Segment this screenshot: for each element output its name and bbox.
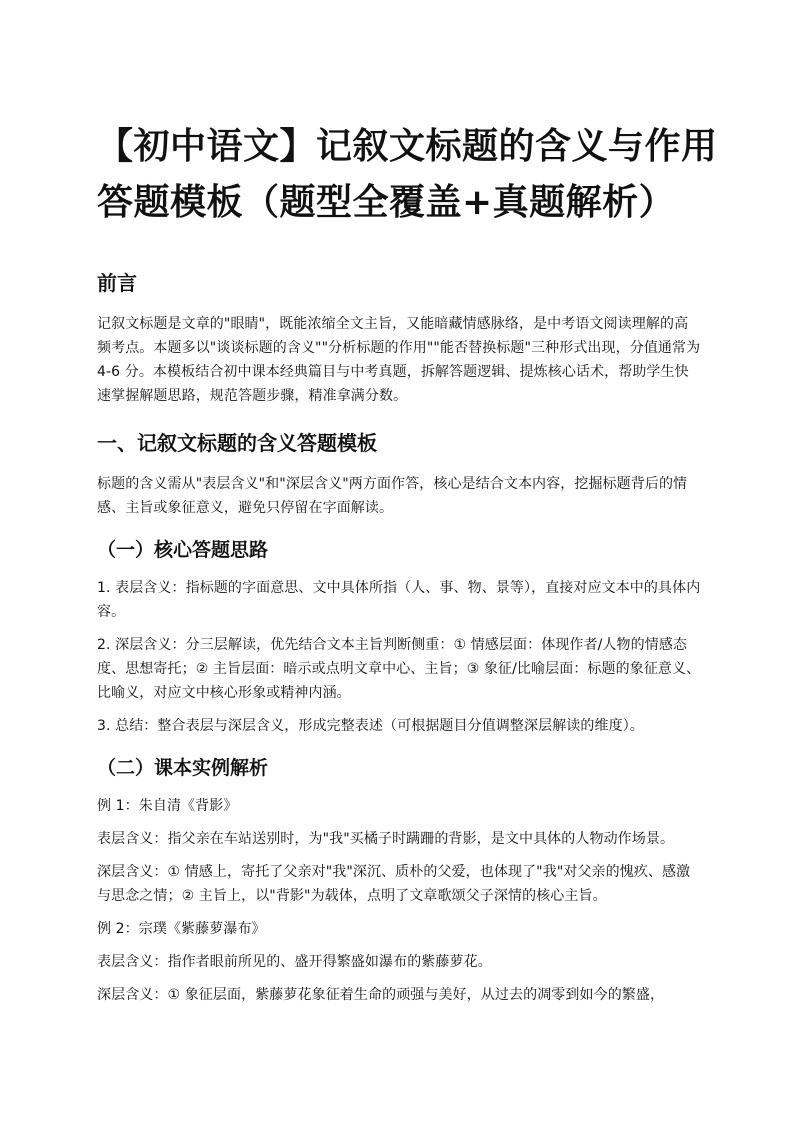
- preface-paragraph: 记叙文标题是文章的"眼睛"，既能浓缩全文主旨，又能暗藏情感脉络，是中考语文阅读理解的高频考点。本题多以"谈谈标题的含义""分析标题的作用""能否替换标题"三种形式出现，分值通常为 4-6 分。本模板结合初中课本经典篇目与中考真题，拆解答题逻辑、提炼核心话术，帮助学生快速掌握解题思路，规范答题步骤，精准拿满分数。: [97, 316, 701, 404]
- example-line: 表层含义：指父亲在车站送别时，为"我"买橘子时蹒跚的背影，是文中具体的人物动作场景。: [97, 831, 675, 847]
- example-line: 深层含义：① 情感上，寄托了父亲对"我"深沉、质朴的父爱，也体现了"我"对父亲的愧疚、感激与思念之情；② 主旨上，以"背影"为载体，点明了文章歌颂父子深情的核心主旨。: [97, 864, 691, 904]
- preface-heading: 前言: [97, 271, 137, 295]
- core-approach-item: 1. 表层含义：指标题的字面意思、文中具体所指（人、事、物、景等），直接对应文本中的具体内容。: [97, 580, 701, 620]
- example-line: 例 2：宗璞《紫藤萝瀑布》: [97, 921, 266, 937]
- section-1-intro: 标题的含义需从"表层含义"和"深层含义"两方面作答，核心是结合文本内容，挖掘标题背后的情感、主旨或象征意义，避免只停留在字面解读。: [97, 476, 688, 516]
- example-line: 深层含义：① 象征层面，紫藤萝花象征着生命的顽强与美好，从过去的凋零到如今的繁盛，: [97, 987, 665, 1003]
- subsection-core-approach-heading: （一）核心答题思路: [97, 539, 269, 561]
- subsection-examples-heading: （二）课本实例解析: [97, 757, 269, 779]
- core-approach-item: 3. 总结：整合表层与深层含义，形成完整表述（可根据题目分值调整深层解读的维度）。: [97, 718, 644, 734]
- example-line: 例 1：朱自清《背影》: [97, 798, 238, 814]
- title-line-2: 答题模板（题型全覆盖+真题解析）: [97, 182, 676, 223]
- example-line: 表层含义：指作者眼前所见的、盛开得繁盛如瀑布的紫藤萝花。: [97, 954, 492, 970]
- section-1-heading: 一、记叙文标题的含义答题模板: [97, 431, 377, 455]
- title-line-1: 【初中语文】记叙文标题的含义与作用: [97, 126, 718, 167]
- document-body: [97, 268, 701, 1016]
- document-title: [97, 119, 718, 231]
- core-approach-item: 2. 深层含义：分三层解读，优先结合文本主旨判断侧重：① 情感层面：体现作者/人物的情感态度、思想寄托；② 主旨层面：暗示或点明文章中心、主旨；③ 象征/比喻层面：标题的象征意义、比喻义，对应文中核心形象或精神内涵。: [97, 637, 701, 701]
